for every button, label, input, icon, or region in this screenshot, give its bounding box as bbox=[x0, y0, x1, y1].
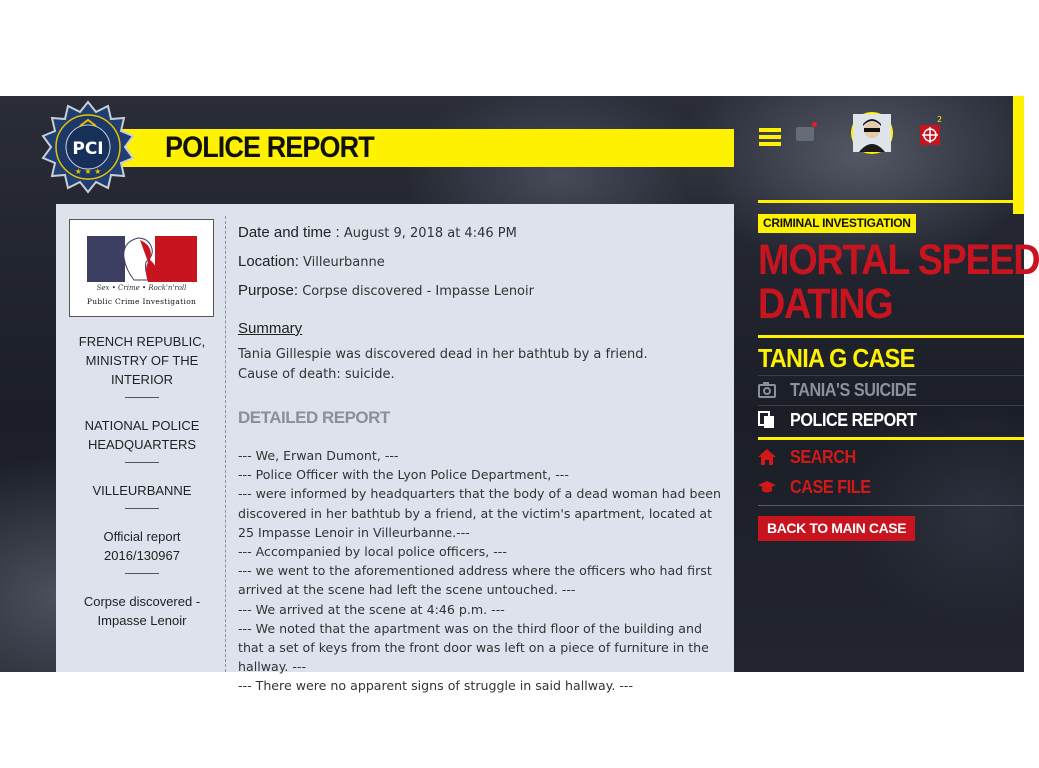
city-label: VILLEURBANNE bbox=[92, 483, 192, 498]
detective-avatar-icon bbox=[853, 114, 891, 152]
report-number: Official report 2016/130967 bbox=[103, 529, 181, 563]
chat-icon[interactable] bbox=[796, 127, 814, 141]
case-title-line: MORTAL SPEED bbox=[758, 236, 1039, 284]
summary-line: Tania Gillespie was discovered dead in her bathtub by a friend. bbox=[238, 347, 648, 362]
summary-line: Cause of death: suicide. bbox=[238, 367, 395, 382]
case-title-line: DATING bbox=[758, 280, 893, 328]
marianne-profile-icon bbox=[110, 236, 160, 282]
date-field bbox=[238, 224, 517, 241]
logo-motto: Sex • Crime • Rock'n'roll bbox=[96, 284, 187, 292]
police-report-panel bbox=[56, 204, 734, 694]
sub-case-title[interactable]: TANIA G CASE bbox=[758, 343, 915, 373]
report-line: --- Police Officer with the Lyon Police Department, --- bbox=[238, 467, 569, 483]
hamburger-icon[interactable] bbox=[759, 128, 781, 146]
report-subject: Corpse discovered - Impasse Lenoir bbox=[83, 594, 201, 628]
avatar[interactable] bbox=[851, 112, 893, 154]
nav-divider bbox=[758, 375, 1024, 376]
nav-item-case-file[interactable] bbox=[758, 474, 1024, 500]
detailed-report-body bbox=[238, 446, 726, 696]
nav-label: TANIA'S SUICIDE bbox=[790, 380, 917, 400]
report-line: --- Accompanied by local police officers, --- bbox=[238, 544, 507, 560]
nav-divider bbox=[758, 405, 1024, 406]
crosshair-glyph-icon bbox=[920, 125, 940, 145]
date-value: August 9, 2018 at 4:46 PM bbox=[343, 226, 517, 241]
nav-divider bbox=[758, 505, 1024, 506]
nav-item-police-report[interactable] bbox=[758, 407, 1024, 433]
nav-item-tanias-suicide[interactable] bbox=[758, 377, 1024, 403]
report-line: --- we went to the aforementioned address where the officers who had first arrived at the scene had left the scene untouched. --- bbox=[238, 563, 712, 598]
graduation-cap-icon bbox=[758, 479, 776, 495]
crosshair-icon[interactable] bbox=[920, 125, 940, 145]
location-label: Location: bbox=[238, 253, 299, 270]
pci-report-logo bbox=[69, 219, 214, 317]
document-icon bbox=[758, 412, 776, 428]
badge-text: PCI bbox=[72, 139, 104, 159]
purpose-value: Corpse discovered - Impasse Lenoir bbox=[302, 284, 534, 299]
logo-name: Public Crime Investigation bbox=[86, 297, 197, 306]
purpose-label: Purpose: bbox=[238, 282, 299, 299]
case-title bbox=[758, 236, 1039, 328]
location-value: Villeurbanne bbox=[303, 255, 385, 270]
report-line: --- were informed by headquarters that the body of a dead woman had been discovered in her bathtub by a friend, at the victim's apartment, located at 25 Impasse Lenoir in Villeurbanne.--- bbox=[238, 486, 721, 540]
summary-text bbox=[238, 345, 648, 385]
back-to-main-case-button[interactable]: BACK TO MAIN CASE bbox=[758, 516, 915, 541]
target-count-badge: 2 bbox=[937, 115, 943, 124]
location-field bbox=[238, 253, 385, 270]
corner-accent bbox=[1013, 96, 1024, 214]
report-line: --- There were no apparent signs of struggle in said hallway. --- bbox=[238, 678, 634, 694]
nav-label: POLICE REPORT bbox=[790, 410, 917, 430]
nav-label: CASE FILE bbox=[790, 477, 871, 497]
app-screen bbox=[0, 96, 1039, 694]
page-title: POLICE REPORT bbox=[165, 131, 374, 164]
camera-icon bbox=[758, 382, 776, 398]
sidebar-divider bbox=[758, 437, 1024, 440]
column-divider bbox=[225, 216, 226, 672]
summary-heading: Summary bbox=[238, 320, 303, 337]
purpose-field bbox=[238, 282, 534, 299]
headquarters-label: NATIONAL POLICE HEADQUARTERS bbox=[84, 418, 200, 452]
notification-dot bbox=[812, 122, 817, 127]
sidebar-top-line bbox=[758, 200, 1014, 203]
home-icon bbox=[758, 449, 776, 465]
sidebar-divider bbox=[758, 335, 1024, 338]
nav-item-search[interactable] bbox=[758, 444, 1024, 470]
report-line: --- We arrived at the scene at 4:46 p.m. --- bbox=[238, 601, 505, 617]
svg-text:★ ★ ★: ★ ★ ★ bbox=[74, 167, 102, 176]
nav-label: SEARCH bbox=[790, 447, 856, 467]
detailed-report-heading: DETAILED REPORT bbox=[238, 408, 390, 427]
date-label: Date and time : bbox=[238, 224, 340, 241]
report-line: --- We noted that the apartment was on the third floor of the building and that a set of keys from the front door was left on a piece of furniture in the hallway. --- bbox=[238, 620, 709, 675]
report-line: --- We, Erwan Dumont, --- bbox=[238, 448, 399, 463]
ministry-label: FRENCH REPUBLIC, MINISTRY OF THE INTERIOR bbox=[78, 334, 206, 387]
report-header-info bbox=[64, 332, 220, 630]
pci-badge-logo[interactable] bbox=[40, 100, 136, 196]
criminal-investigation-tag: CRIMINAL INVESTIGATION bbox=[758, 214, 916, 233]
